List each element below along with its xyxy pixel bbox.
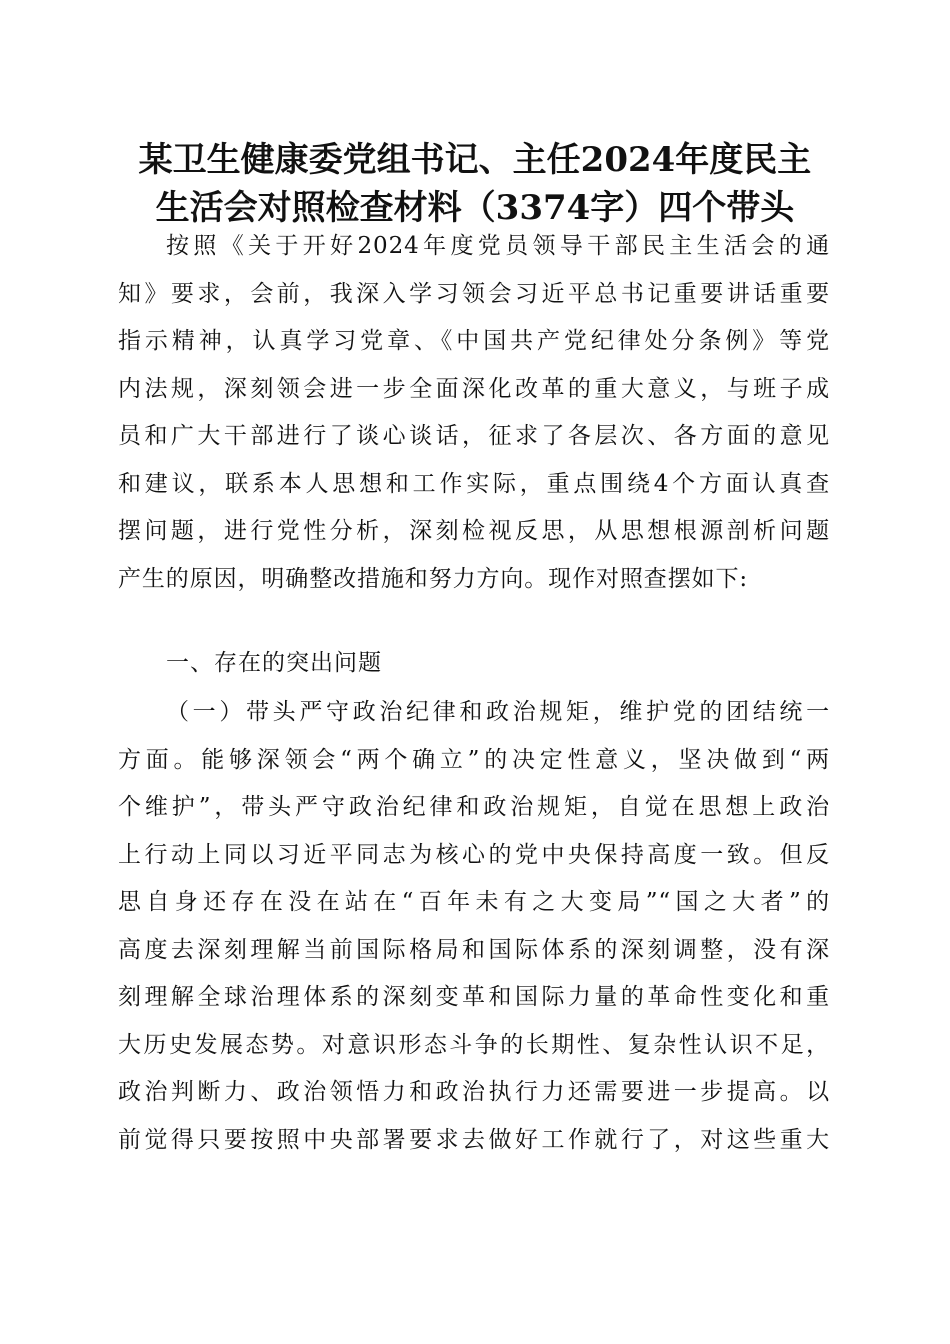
paragraph-line: 方面。能够深领会“两个确立”的决定性意义，坚决做到“两 [118, 746, 830, 773]
paragraph-line: （一）带头严守政治纪律和政治规矩，维护党的团结统一 [166, 699, 830, 725]
document-title [110, 136, 840, 232]
paragraph-line: 内法规，深刻领会进一步全面深化改革的重大意义，与班子成 [118, 375, 830, 402]
paragraph-line: 前觉得只要按照中央部署要求去做好工作就行了，对这些重大 [118, 1126, 830, 1153]
paragraph-line: 大历史发展态势。对意识形态斗争的长期性、复杂性认识不足， [118, 1031, 830, 1058]
paragraph-line: 上行动上同以习近平同志为核心的党中央保持高度一致。但反 [118, 841, 830, 868]
paragraph-line: 个维护”，带头严守政治纪律和政治规矩，自觉在思想上政治 [118, 794, 830, 820]
paragraph-line: 知》要求，会前，我深入学习领会习近平总书记重要讲话重要 [118, 280, 830, 307]
section-heading: 一、存在的突出问题 [166, 650, 382, 676]
paragraph-line: 按照《关于开好2024年度党员领导干部民主生活会的通 [166, 233, 830, 259]
paragraph-line: 高度去深刻理解当前国际格局和国际体系的深刻调整，没有深 [118, 936, 830, 963]
section-1-paragraph [118, 689, 830, 1164]
paragraph-line: 摆问题，进行党性分析，深刻检视反思，从思想根源剖析问题 [118, 518, 830, 544]
title-line: 某卫生健康委党组书记、主任2024年度民主 [138, 140, 812, 180]
paragraph-line: 员和广大干部进行了谈心谈话，征求了各层次、各方面的意见 [118, 423, 830, 449]
paragraph-line: 和建议，联系本人思想和工作实际，重点围绕4个方面认真查 [118, 470, 830, 497]
paragraph-line: 产生的原因，明确整改措施和努力方向。现作对照查摆如下: [118, 565, 749, 592]
title-line: 生活会对照检查材料（3374字）四个带头 [155, 188, 795, 228]
intro-paragraph [118, 223, 830, 603]
paragraph-line: 刻理解全球治理体系的深刻变革和国际力量的革命性变化和重 [118, 984, 830, 1010]
paragraph-line: 思自身还存在没在站在“百年未有之大变局”“国之大者”的 [118, 889, 830, 915]
paragraph-line: 政治判断力、政治领悟力和政治执行力还需要进一步提高。以 [118, 1079, 830, 1105]
paragraph-line: 指示精神，认真学习党章、《中国共产党纪律处分条例》等党 [118, 328, 830, 354]
